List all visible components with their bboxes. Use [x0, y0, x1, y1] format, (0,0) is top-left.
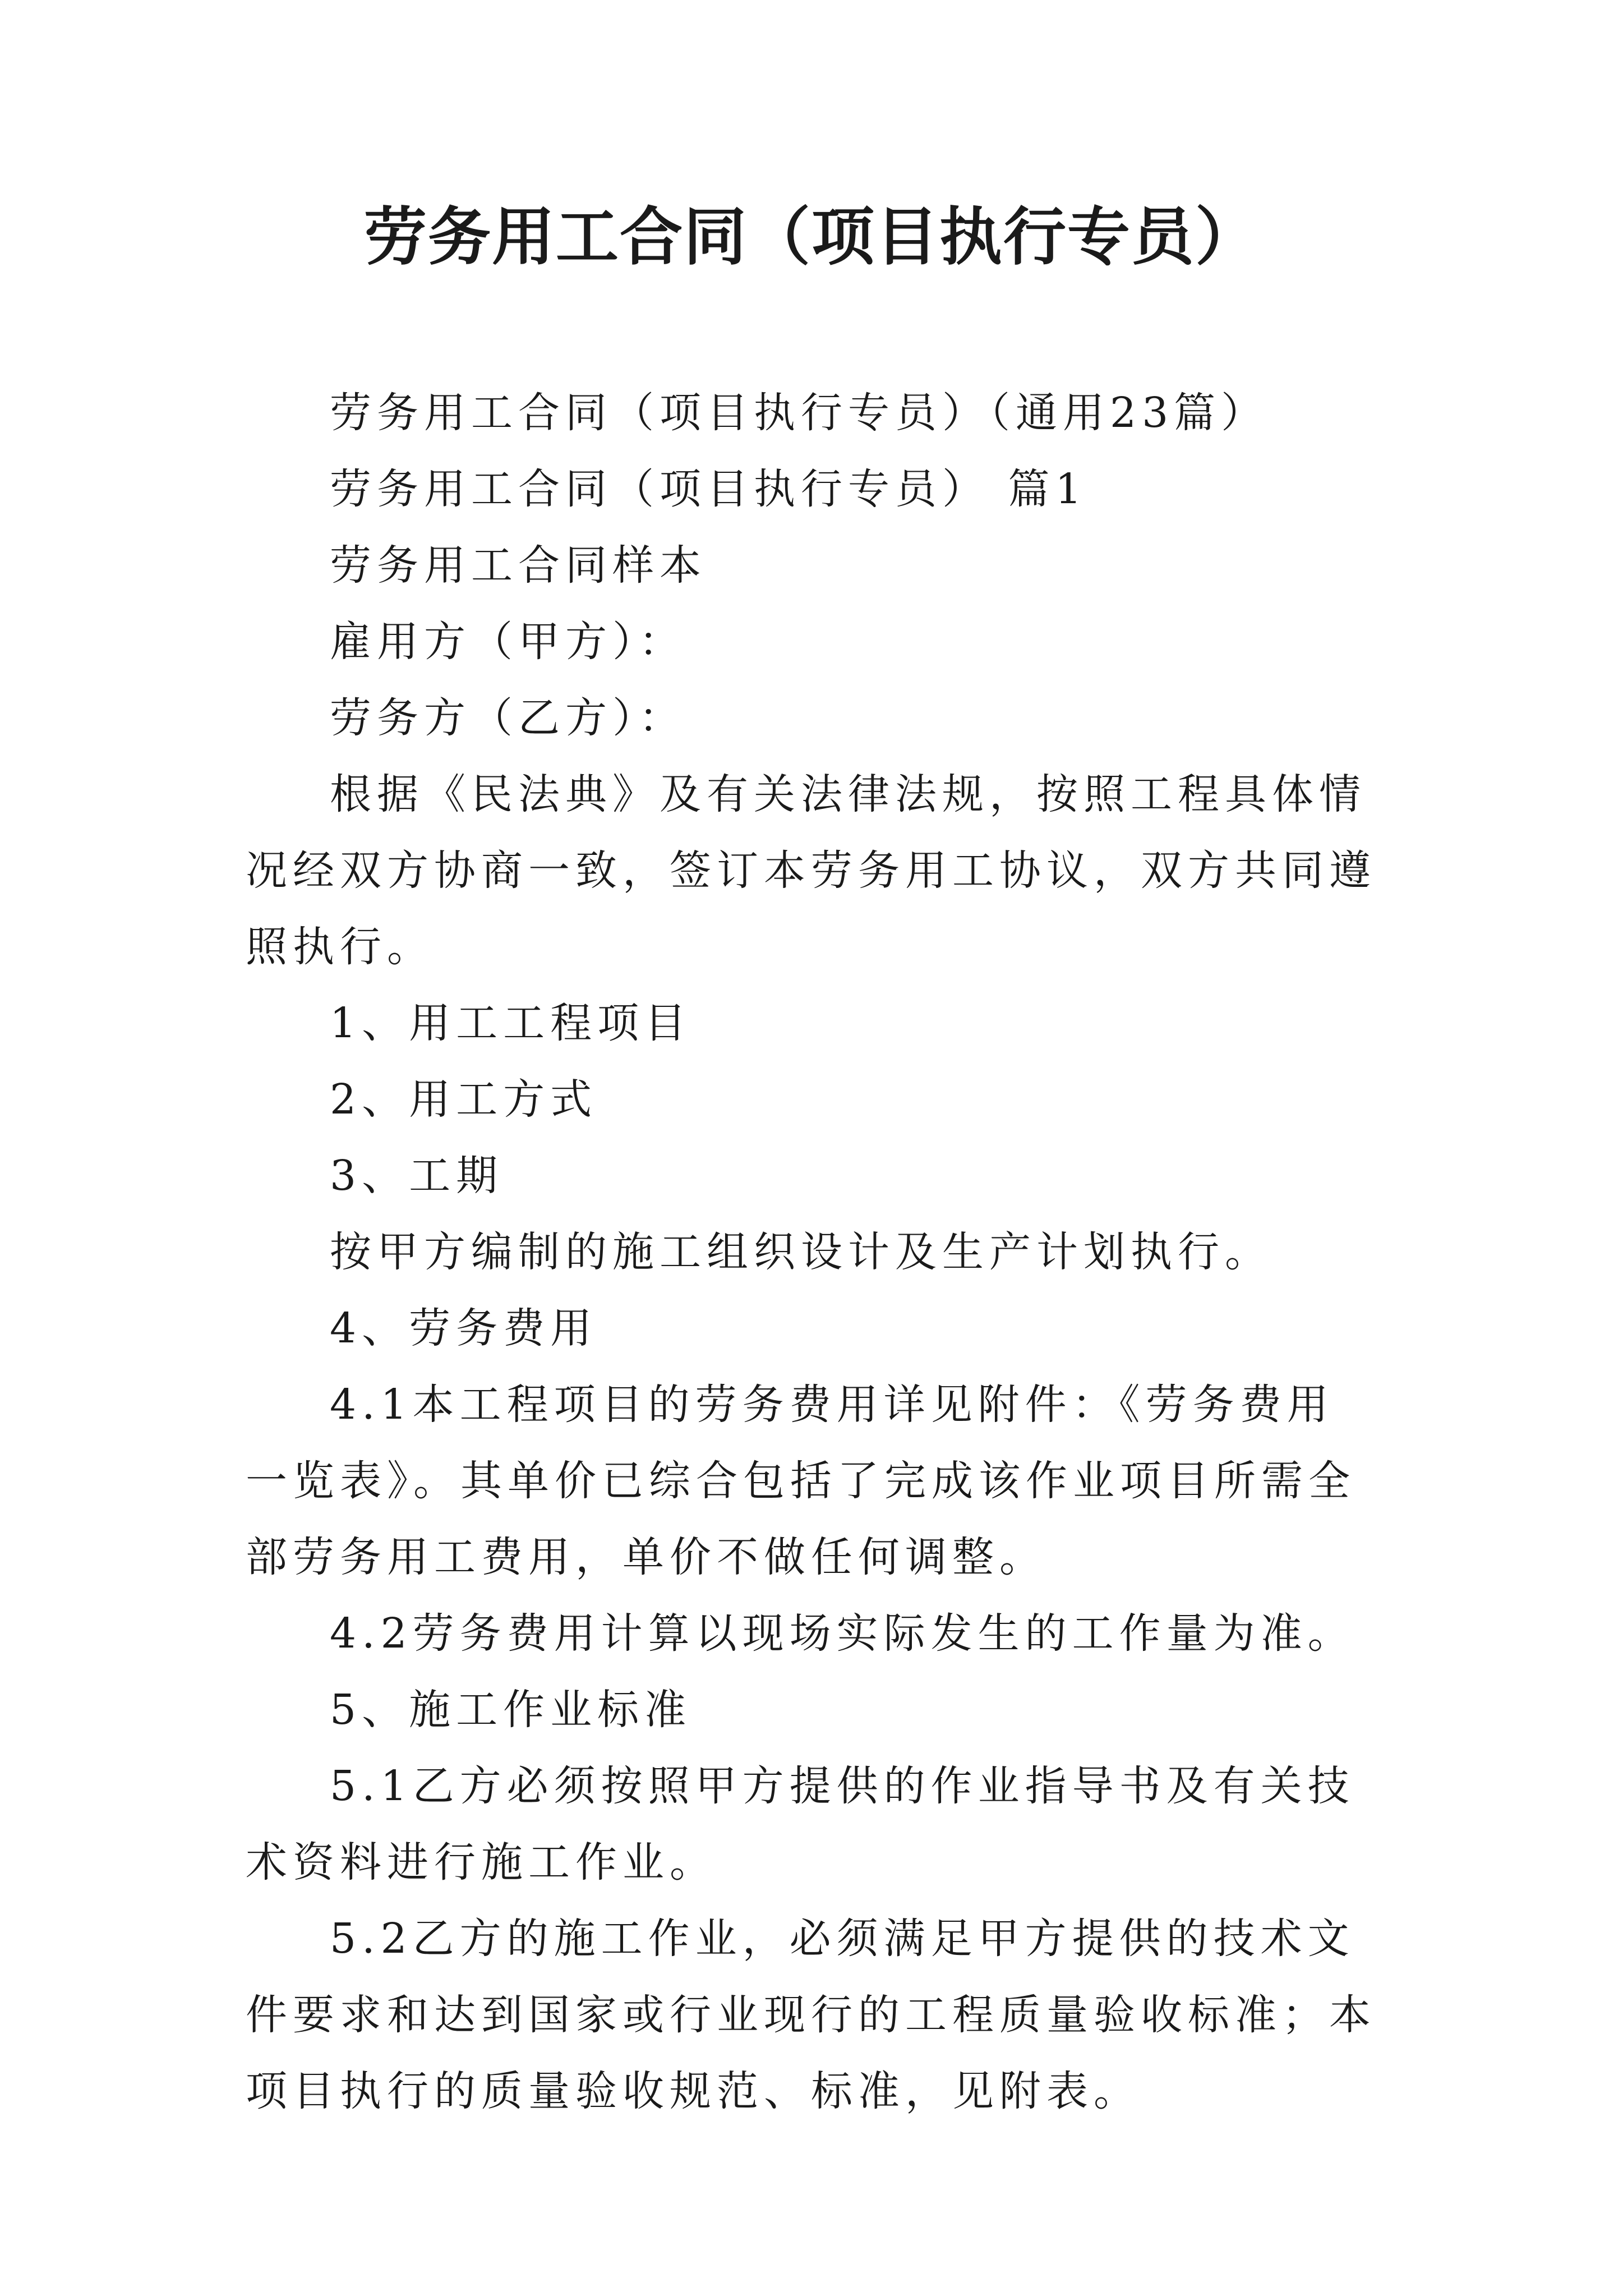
paragraph-clause-5-2: 5.2乙方的施工作业，必须满足甲方提供的技术文件要求和达到国家或行业现行的工程质量验收标准；本项目执行的质量验收规范、标准，见附表。 [246, 1915, 1376, 2115]
paragraph-collection-title: 劳务用工合同（项目执行专员）（通用23篇） [330, 389, 1269, 437]
paragraph-section-heading: 劳务用工合同（项目执行专员） 篇1 [330, 465, 1087, 513]
paragraph-clause-4: 4、劳务费用 [330, 1304, 598, 1352]
paragraph-clause-1: 1、用工工程项目 [330, 999, 692, 1047]
document-title: 劳务用工合同（项目执行专员） [364, 201, 1259, 274]
document-body [246, 375, 1378, 2129]
paragraph-clause-5-1: 5.1乙方必须按照甲方提供的作业指导书及有关技术资料进行施工作业。 [246, 1762, 1355, 1887]
paragraph-clause-3: 3、工期 [330, 1152, 504, 1200]
paragraph-clause-3-text: 按甲方编制的施工组织设计及生产计划执行。 [330, 1228, 1272, 1276]
paragraph-sample-title: 劳务用工合同样本 [330, 541, 707, 590]
paragraph-party-a: 雇用方（甲方）： [330, 618, 686, 666]
paragraph-preamble: 根据《民法典》及有关法律法规，按照工程具体情况经双方协商一致，签订本劳务用工协议，双方共同遵照执行。 [246, 770, 1376, 971]
paragraph-party-b: 劳务方（乙方）： [330, 694, 686, 742]
paragraph-clause-2: 2、用工方式 [330, 1075, 598, 1124]
paragraph-clause-4-2: 4.2劳务费用计算以现场实际发生的工作量为准。 [330, 1609, 1355, 1658]
paragraph-clause-4-1: 4.1本工程项目的劳务费用详见附件：《劳务费用一览表》。其单价已综合包括了完成该作业项目所需全部劳务用工费用，单价不做任何调整。 [246, 1381, 1355, 1581]
paragraph-clause-5: 5、施工作业标准 [330, 1686, 692, 1734]
